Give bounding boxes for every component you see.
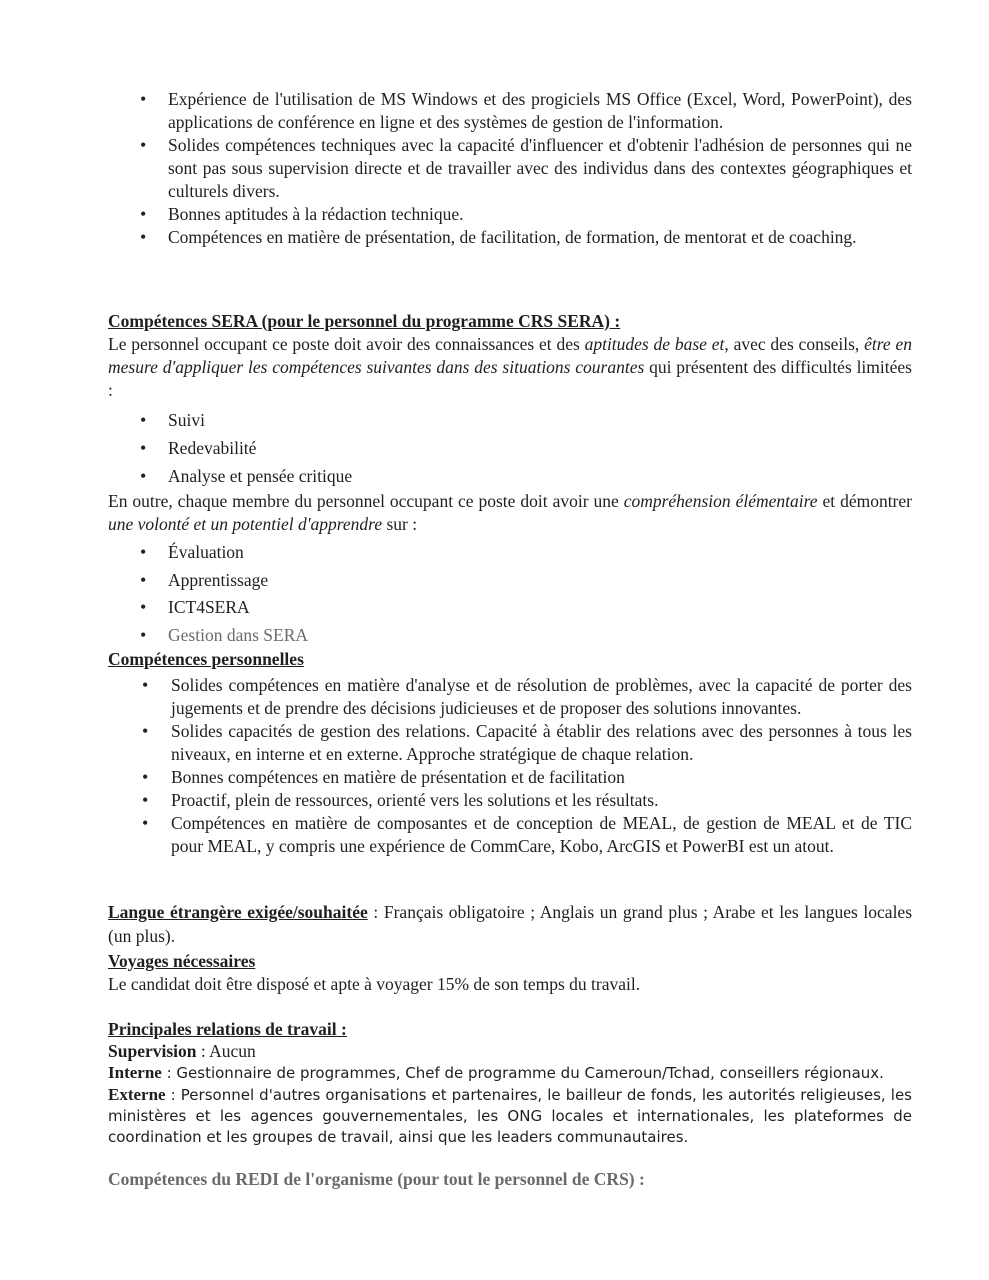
list-item: • Compétences en matière de composantes et de conception de MEAL, de gestion de MEAL et de TIC pour MEAL, y compris une expérience de CommCare, Kobo, ArcGIS et PowerBI est un atout.	[108, 812, 912, 858]
supervision-label: Supervision	[108, 1041, 197, 1061]
list-item: • Bonnes aptitudes à la rédaction technique.	[108, 203, 912, 226]
personal-bullet-list	[108, 674, 912, 858]
language-text: : Français obligatoire ; Anglais un grand plus ; Arabe et les langues locales (un plus).	[108, 902, 913, 946]
redi-section	[108, 1168, 912, 1191]
list-item: • Apprentissage	[108, 567, 912, 595]
external-text: : Personnel d'autres organisations et partenaires, le bailleur de fonds, les autorités religieuses, les ministères et les agences gouvernementales, les ONG locales et internationales, les plateformes de coordination et les groupes de travail, ainsi que les leaders communautaires.	[108, 1086, 912, 1146]
sera-list-2	[108, 539, 912, 649]
list-item: • Bonnes compétences en matière de présentation et de facilitation	[108, 766, 912, 789]
list-item: • ICT4SERA	[108, 594, 912, 622]
list-item: • Solides compétences techniques avec la capacité d'influencer et d'obtenir l'adhésion de personnes qui ne sont pas sous supervision directe et de travailler avec des individus dans des contextes géographiques et culturels divers.	[108, 134, 912, 203]
supervision-line	[108, 1041, 912, 1062]
sera-p2-text-b: compréhension élémentaire	[623, 491, 818, 511]
external-label: Externe	[108, 1085, 166, 1104]
sera-heading: Compétences SERA (pour le personnel du programme CRS SERA) :	[108, 311, 621, 331]
relations-heading: Principales relations de travail :	[108, 1019, 347, 1039]
sera-p1-text-b: aptitudes de base et	[584, 334, 725, 354]
intro-bullet-list	[108, 88, 912, 249]
sera-p1-text-e: qui présentent des difficultés limitées :	[108, 357, 912, 400]
sera-p1-text-d: être en mesure d'appliquer les compétences suivantes dans des situations courantes	[108, 334, 913, 377]
external-line	[108, 1084, 912, 1148]
language-paragraph	[108, 900, 912, 948]
list-item: • Expérience de l'utilisation de MS Windows et des progiciels MS Office (Excel, Word, PowerPoint), des applications de conférence en ligne et des systèmes de gestion de l'information.	[108, 88, 912, 134]
list-item: • Redevabilité	[108, 434, 912, 462]
personal-section	[108, 648, 912, 858]
language-section	[108, 900, 912, 948]
list-item: • Solides capacités de gestion des relations. Capacité à établir des relations avec des personnes à tous les niveaux, en interne et en externe. Approche stratégique de chaque relation.	[108, 720, 912, 766]
internal-text: : Gestionnaire de programmes, Chef de programme du Cameroun/Tchad, conseillers régionaux.	[161, 1064, 884, 1082]
list-item: • Gestion dans SERA	[108, 622, 912, 650]
relations-section	[108, 1018, 912, 1148]
list-item: • Évaluation	[108, 539, 912, 567]
travel-heading: Voyages nécessaires	[108, 951, 256, 971]
list-item: • Solides compétences en matière d'analyse et de résolution de problèmes, avec la capacité de porter des jugements et de prendre des décisions judicieuses et de proposer des solutions innovantes.	[108, 674, 912, 720]
internal-label: Interne	[108, 1063, 162, 1082]
sera-p2-text-d: une volonté et un potentiel d'apprendre	[108, 514, 383, 534]
sera-p2-text-e: sur :	[382, 514, 418, 534]
sera-list-1	[108, 406, 912, 490]
redi-heading: Compétences du REDI de l'organisme (pour tout le personnel de CRS) :	[108, 1169, 645, 1189]
list-item: • Proactif, plein de ressources, orienté vers les solutions et les résultats.	[108, 789, 912, 812]
sera-p2-text-c: et démontrer	[817, 491, 912, 511]
travel-section	[108, 950, 912, 996]
list-item: • Suivi	[108, 406, 912, 434]
internal-line	[108, 1062, 912, 1084]
personal-heading: Compétences personnelles	[108, 649, 304, 669]
travel-text: Le candidat doit être disposé et apte à voyager 15% de son temps du travail.	[108, 974, 641, 994]
sera-p2-text-a: En outre, chaque membre du personnel occupant ce poste doit avoir une	[108, 491, 624, 511]
list-item: • Compétences en matière de présentation, de facilitation, de formation, de mentorat et de coaching.	[108, 226, 912, 249]
sera-paragraph-1	[108, 333, 912, 402]
sera-paragraph-2	[108, 490, 912, 536]
language-label: Langue étrangère exigée/souhaitée	[108, 902, 368, 922]
list-item: • Analyse et pensée critique	[108, 462, 912, 490]
sera-p1-text-c: , avec des conseils,	[724, 334, 865, 354]
intro-bullets-section	[108, 88, 912, 249]
sera-section	[108, 310, 912, 649]
sera-p1-text-a: Le personnel occupant ce poste doit avoir des connaissances et des	[108, 334, 585, 354]
supervision-text: : Aucun	[196, 1041, 256, 1061]
